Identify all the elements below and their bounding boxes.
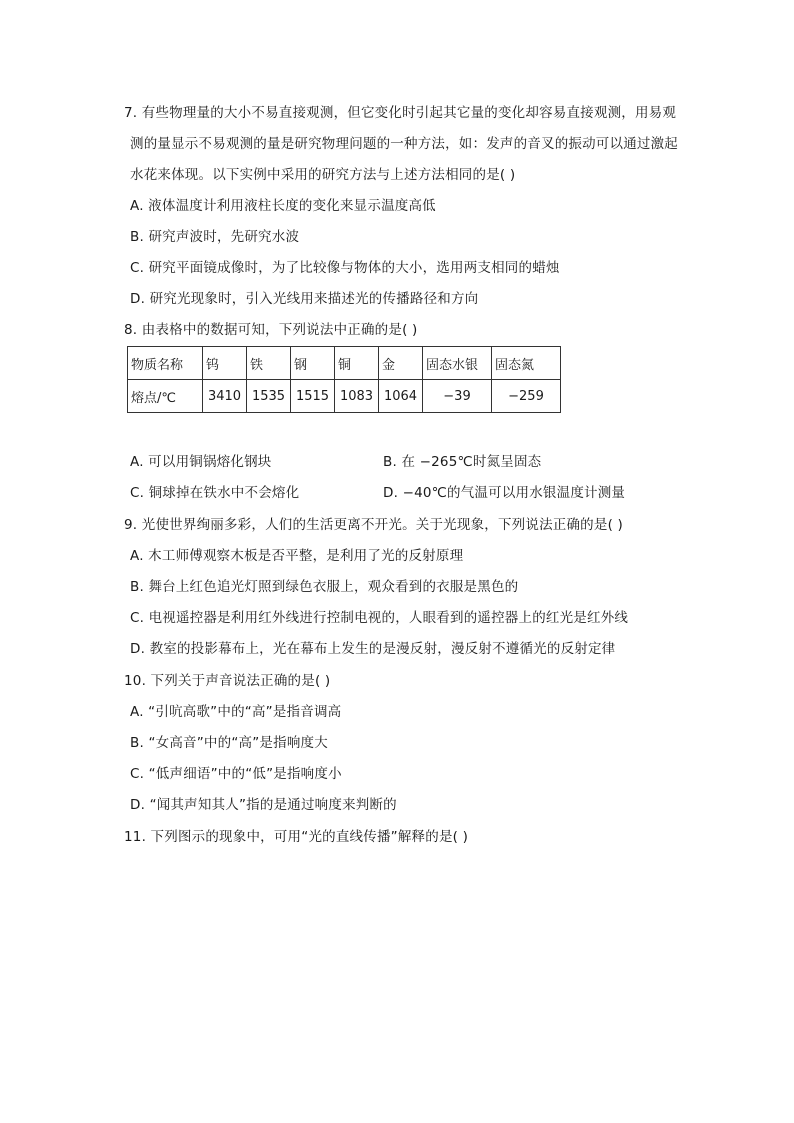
q8-option-c: C. 铜球掉在铁水中不会熔化 — [130, 485, 300, 501]
q10-option-a: A. “引吭高歌”中的“高”是指音调高 — [130, 704, 342, 720]
q9-stem: 9. 光使世界绚丽多彩，人们的生活更离不开光。关于光现象，下列说法正确的是( ) — [124, 517, 623, 533]
table-header-row — [128, 347, 561, 380]
q10-option-d: D. “闻其声知其人”指的是通过响度来判断的 — [130, 797, 397, 813]
q7-option-b: B. 研究声波时，先研究水波 — [130, 229, 300, 245]
q7-option-d: D. 研究光现象时，引入光线用来描述光的传播路径和方向 — [130, 291, 479, 307]
q7-option-a: A. 液体温度计利用液柱长度的变化来显示温度高低 — [130, 198, 436, 214]
q11-stem: 11. 下列图示的现象中，可用“光的直线传播”解释的是( ) — [124, 829, 469, 845]
table-row-label: 熔点/℃ — [128, 380, 203, 413]
table-header-cell: 固态水银 — [423, 347, 492, 380]
q8-option-d: D. −40℃的气温可以用水银温度计测量 — [383, 485, 626, 501]
table-header-cell: 固态氮 — [492, 347, 561, 380]
table-cell: 1535 — [247, 380, 291, 413]
table-header-cell: 钨 — [203, 347, 247, 380]
q8-option-a: A. 可以用铜锅熔化钢块 — [130, 454, 272, 470]
melting-point-table — [127, 346, 561, 413]
q7-stem-line-2: 测的量显示不易观测的量是研究物理问题的一种方法，如：发声的音叉的振动可以通过激起 — [130, 136, 678, 152]
q8-stem: 8. 由表格中的数据可知，下列说法中正确的是( ) — [124, 322, 418, 338]
table-cell: 1064 — [379, 380, 423, 413]
table-header-cell: 金 — [379, 347, 423, 380]
q10-option-c: C. “低声细语”中的“低”是指响度小 — [130, 766, 342, 782]
table-cell: −39 — [423, 380, 492, 413]
table-header-cell: 物质名称 — [128, 347, 203, 380]
q9-option-d: D. 教室的投影幕布上，光在幕布上发生的是漫反射，漫反射不遵循光的反射定律 — [130, 641, 616, 657]
table-cell: 1083 — [335, 380, 379, 413]
q7-stem-line-1: 7. 有些物理量的大小不易直接观测，但它变化时引起其它量的变化却容易直接观测，用易观 — [124, 105, 677, 121]
q7-option-c: C. 研究平面镜成像时，为了比较像与物体的大小，选用两支相同的蜡烛 — [130, 260, 560, 276]
table-cell: 1515 — [291, 380, 335, 413]
q10-stem: 10. 下列关于声音说法正确的是( ) — [124, 673, 331, 689]
q9-option-a: A. 木工师傅观察木板是否平整，是利用了光的反射原理 — [130, 548, 464, 564]
table-header-cell: 钢 — [291, 347, 335, 380]
table-header-cell: 铜 — [335, 347, 379, 380]
table-cell: −259 — [492, 380, 561, 413]
table-row — [128, 380, 561, 413]
q8-option-b: B. 在 −265℃时氮呈固态 — [383, 454, 542, 470]
q10-option-b: B. “女高音”中的“高”是指响度大 — [130, 735, 328, 751]
q9-option-b: B. 舞台上红色追光灯照到绿色衣服上，观众看到的衣服是黑色的 — [130, 579, 519, 595]
table-cell: 3410 — [203, 380, 247, 413]
table-header-cell: 铁 — [247, 347, 291, 380]
q7-stem-line-3: 水花来体现。以下实例中采用的研究方法与上述方法相同的是( ) — [130, 167, 516, 183]
q9-option-c: C. 电视遥控器是利用红外线进行控制电视的，人眼看到的遥控器上的红光是红外线 — [130, 610, 629, 626]
